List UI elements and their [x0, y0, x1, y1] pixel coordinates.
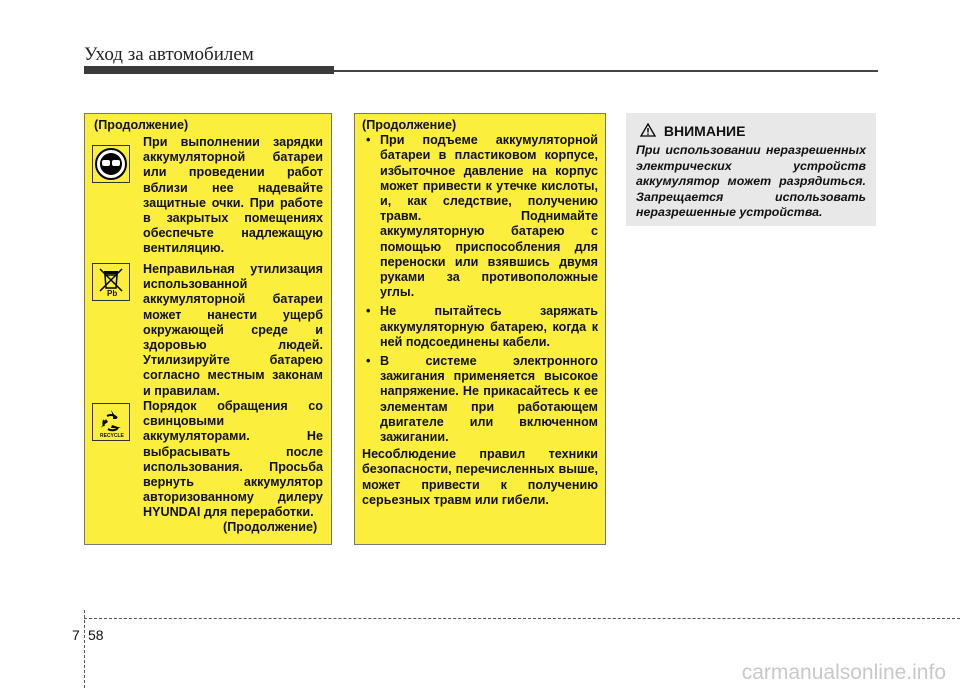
bullet-lifting: • При подъеме аккумуляторной батареи в пластиковом корпусе, избыточное давление на корпус может привести к утечке кислоты, и, как следствие, получению травм. Поднимайте аккумуляторную батарею с помощью приспособления для переноски или взявшись двумя руками за противоположные углы. — [362, 133, 598, 300]
footer-vertical-rule — [84, 610, 86, 688]
footer-horizontal-rule — [84, 618, 960, 620]
header-title: Уход за автомобилем — [84, 44, 254, 65]
no-disposal-bin-icon — [92, 263, 130, 301]
bullet-charging: • Не пытайтесь заряжать аккумуляторную батарею, когда к ней подсоединены кабели. — [362, 304, 598, 350]
header-bar — [84, 66, 334, 74]
bullet-ignition: • В системе электронного зажигания применяется высокое напряжение. Не прикасайтесь к ее элементам при работающем двигателе или включенном зажигании. — [362, 354, 598, 445]
pb-label: Pb — [107, 289, 118, 298]
safety-goggles-icon — [92, 145, 130, 183]
warning-title: ВНИМАНИЕ — [663, 123, 746, 139]
header-rule — [334, 70, 878, 72]
continued-label-top: (Продолжение) — [94, 118, 189, 132]
recycle-icon — [92, 403, 130, 441]
page-number: 58 — [88, 627, 104, 643]
chapter-number: 7 — [72, 627, 80, 643]
disposal-paragraph: Неправильная утилизация использованной аккумуляторной батареи может нанести ущерб окружающей среде и здоровью людей. Утилизируйте батарею согласно местным законам и правилам. — [143, 262, 323, 398]
warning-text: При использовании неразрешенных электрических устройств аккумулятор может разрядиться. Запрещается использовать неразрешенные устройства. — [636, 143, 866, 219]
recycle-paragraph: Порядок обращения со свинцовыми аккумуляторами. Не выбрасывать после использования. Просьба вернуть аккумулятор авторизованному дилеру HYUNDAI для переработки. — [143, 399, 323, 520]
continued-label: (Продолжение) — [362, 118, 457, 132]
box2-content — [362, 118, 598, 508]
warning-heading — [640, 123, 745, 139]
closing-paragraph: Несоблюдение правил техники безопасности, перечисленных выше, может привести к получению серьезных травм или гибели. — [362, 447, 598, 507]
goggles-paragraph: При выполнении зарядки аккумуляторной батареи или проведении работ вблизи нее надевайте защитные очки. При работе в закрытых помещениях обеспечьте надлежащую вентиляцию. — [143, 135, 323, 256]
recycle-label: RECYCLE — [100, 433, 124, 439]
continued-label-bottom: (Продолжение) — [223, 520, 318, 534]
warning-triangle-icon — [640, 123, 660, 139]
watermark: carmanualsonline.info — [741, 661, 946, 684]
